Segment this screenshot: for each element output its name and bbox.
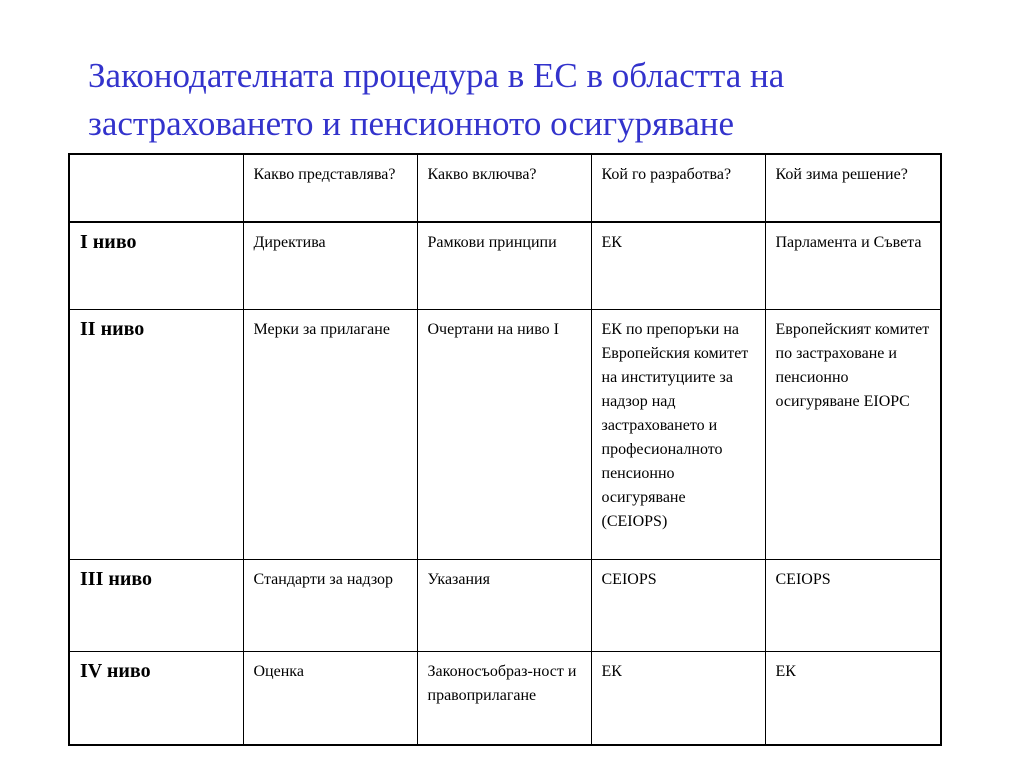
header-corner-cell <box>69 154 243 222</box>
slide-title-line-1: Законодателната процедура в ЕС в областта на <box>88 56 785 95</box>
cell-what-includes: Законосъобраз-ност и правоприлагане <box>417 651 591 745</box>
table-row-level-1 <box>69 222 941 309</box>
slide-title-line-2: застраховането и пенсионното осигуряване <box>88 104 735 143</box>
table-row-level-4 <box>69 651 941 745</box>
level-label: I ниво <box>69 222 243 309</box>
cell-who-develops: ЕК <box>591 222 765 309</box>
header-what-is-it: Какво представлява? <box>243 154 417 222</box>
cell-who-decides: Европейският комитет по застраховане и пенсионно осигуряване EIOPC <box>765 309 941 559</box>
header-what-includes: Какво включва? <box>417 154 591 222</box>
cell-who-decides: ЕК <box>765 651 941 745</box>
level-label: III ниво <box>69 559 243 651</box>
cell-what-is-it: Стандарти за надзор <box>243 559 417 651</box>
cell-who-develops: CEIOPS <box>591 559 765 651</box>
slide-title <box>88 52 988 148</box>
cell-what-includes: Очертани на ниво I <box>417 309 591 559</box>
cell-what-includes: Указания <box>417 559 591 651</box>
table-row-level-3 <box>69 559 941 651</box>
header-who-develops: Кой го разработва? <box>591 154 765 222</box>
level-label: IV ниво <box>69 651 243 745</box>
cell-who-decides: CEIOPS <box>765 559 941 651</box>
cell-what-includes: Рамкови принципи <box>417 222 591 309</box>
table-header-row <box>69 154 941 222</box>
header-who-decides: Кой зима решение? <box>765 154 941 222</box>
table-row-level-2 <box>69 309 941 559</box>
cell-what-is-it: Мерки за прилагане <box>243 309 417 559</box>
cell-who-decides: Парламента и Съвета <box>765 222 941 309</box>
cell-what-is-it: Оценка <box>243 651 417 745</box>
cell-what-is-it: Директива <box>243 222 417 309</box>
cell-who-develops: ЕК по препоръки на Европейския комитет на институциите за надзор над застраховането и професионалното пенсионно осигуряване (CEIOPS) <box>591 309 765 559</box>
legislative-levels-table <box>68 153 942 746</box>
cell-who-develops: ЕК <box>591 651 765 745</box>
level-label: II ниво <box>69 309 243 559</box>
